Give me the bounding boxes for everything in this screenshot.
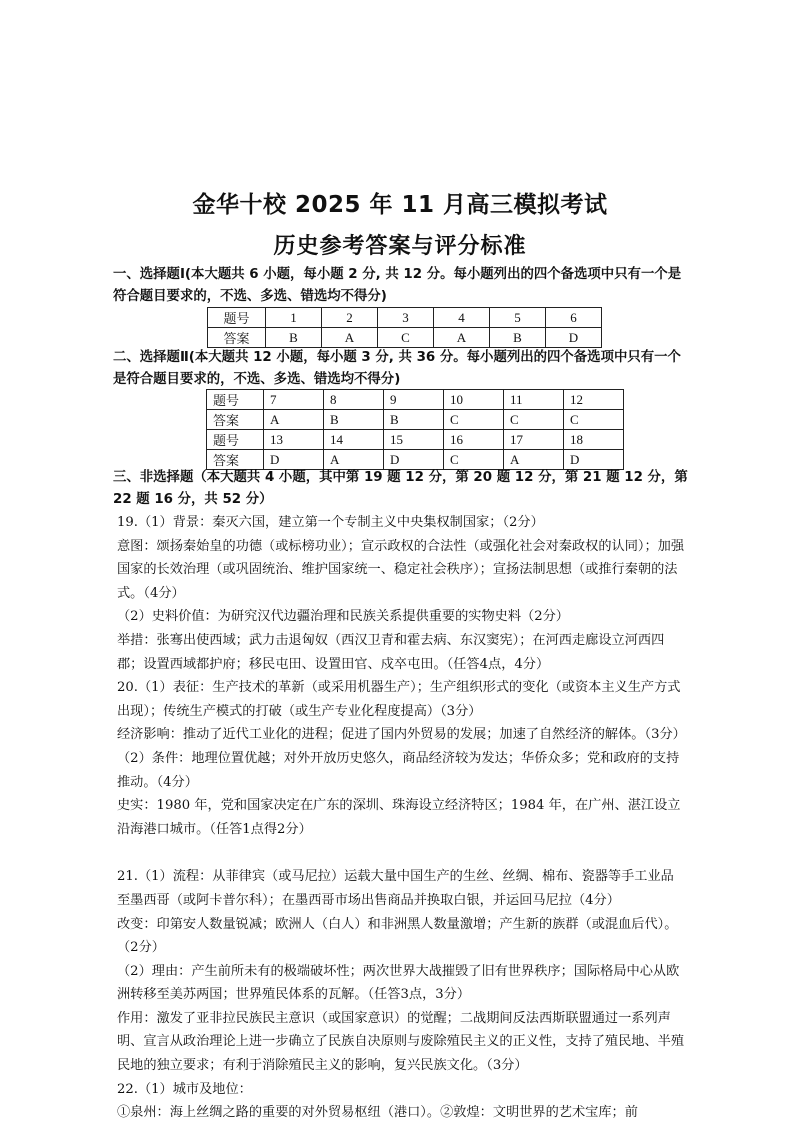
table-cell: 11: [504, 390, 564, 410]
answer-paragraph: 史实：1980 年，党和国家决定在广东的深圳、珠海设立经济特区；1984 年，在广州、湛江设立沿海港口城市。（任答1点得2分）: [117, 798, 681, 837]
table-cell: A: [504, 450, 564, 470]
answer-paragraph: （2）史料价值：为研究汉代边疆治理和民族关系提供重要的实物史料（2分）: [117, 609, 569, 625]
answer-paragraph: 举措：张骞出使西域；武力击退匈奴（西汉卫青和霍去病、东汉窦宪）；在河西走廊设立河西四郡；设置西域都护府；移民屯田、设置田官、戍卒屯田。（任答4点，4分）: [117, 632, 665, 672]
paragraph-gap: [117, 841, 685, 865]
table-cell: 3: [378, 308, 434, 328]
answer-paragraph: （2）条件：地理位置优越；对外开放历史悠久，商品经济较为发达；华侨众多；党和政府的支持推动。（4分）: [117, 750, 680, 790]
table-cell: D: [384, 450, 444, 470]
table-row: [208, 308, 602, 328]
answer-paragraph: （2）理由：产生前所未有的极端破坏性；两次世界大战摧毁了旧有世界秩序；国际格局中心从欧洲转移至美苏两国；世界殖民体系的瓦解。（任答3点，3分）: [117, 963, 680, 1003]
table-cell: 答案: [208, 328, 266, 348]
table-cell: 5: [490, 308, 546, 328]
table-cell: 6: [546, 308, 602, 328]
table-cell: 4: [434, 308, 490, 328]
section1-heading: 一、选择题Ⅰ(本大题共 6 小题，每小题 2 分, 共 12 分。每小题列出的四个备选项中只有一个是符合题目要求的，不选、多选、错选均不得分): [113, 267, 682, 304]
table-cell: 10: [444, 390, 504, 410]
table-cell: B: [324, 410, 384, 430]
section3-heading: 三、非选择题（本大题共 4 小题，其中第 19 题 12 分，第 20 题 12 分，第 21 题 12 分，第 22 题 16 分，共 52 分）: [113, 470, 688, 507]
table-cell: 2: [322, 308, 378, 328]
section2-heading: 二、选择题Ⅱ(本大题共 12 小题，每小题 3 分, 共 36 分。每小题列出的四个备选项中只有一个是符合题目要求的，不选、多选、错选均不得分): [113, 350, 681, 387]
answer-paragraph: 作用：激发了亚非拉民族民主意识（或国家意识）的觉醒；二战期间反法西斯联盟通过一系列声明、宣言从政治理论上进一步确立了民族自决原则与废除殖民主义的正义性，支持了殖民地、半殖民地的独立要求；有利于消除殖民主义的影响，复兴民族文化。（3分）: [117, 1010, 685, 1074]
exam-title: 金华十校 2025 年 11 月高三模拟考试: [192, 192, 608, 218]
exam-subtitle: 历史参考答案与评分标准: [273, 234, 527, 259]
table-cell: 7: [264, 390, 324, 410]
table-cell: 答案: [207, 410, 264, 430]
table-cell: A: [322, 328, 378, 348]
table-cell: D: [564, 450, 624, 470]
table-cell: 8: [324, 390, 384, 410]
table-cell: 1: [266, 308, 322, 328]
table-cell: C: [444, 410, 504, 430]
table-cell: 14: [324, 430, 384, 450]
table-cell: 16: [444, 430, 504, 450]
table-cell: C: [378, 328, 434, 348]
table-cell: 9: [384, 390, 444, 410]
table-cell: C: [564, 410, 624, 430]
table-cell: A: [324, 450, 384, 470]
table-cell: 题号: [208, 308, 266, 328]
table-cell: B: [384, 410, 444, 430]
answer-body: [117, 511, 685, 1125]
table-row: [207, 410, 624, 430]
table-cell: 17: [504, 430, 564, 450]
table-row: [207, 390, 624, 410]
table-cell: C: [504, 410, 564, 430]
table-cell: A: [434, 328, 490, 348]
table-cell: 答案: [207, 450, 264, 470]
answer-paragraph: 20.（1）表征：生产技术的革新（或采用机器生产）；生产组织形式的变化（或资本主义生产方式出现）；传统生产模式的打破（或生产专业化程度提高）（3分）: [117, 680, 681, 719]
table-cell: 题号: [207, 390, 264, 410]
table-cell: 18: [564, 430, 624, 450]
answer-paragraph: ①泉州：海上丝绸之路的重要的对外贸易枢纽（港口）。②敦煌：文明世界的艺术宝库；前: [117, 1105, 638, 1121]
section1-answer-table: [207, 307, 602, 348]
table-cell: C: [444, 450, 504, 470]
answer-paragraph: 改变：印第安人数量锐减；欧洲人（白人）和非洲黑人数量激增；产生新的族群（或混血后代）。（2分）: [117, 916, 678, 956]
table-cell: D: [264, 450, 324, 470]
table-cell: B: [266, 328, 322, 348]
table-cell: 15: [384, 430, 444, 450]
table-cell: 12: [564, 390, 624, 410]
table-cell: A: [264, 410, 324, 430]
table-cell: 13: [264, 430, 324, 450]
table-row: [208, 328, 602, 348]
answer-paragraph: 21.（1）流程：从菲律宾（或马尼拉）运载大量中国生产的生丝、丝绸、棉布、瓷器等手工业品至墨西哥（或阿卡普尔科）；在墨西哥市场出售商品并换取白银，并运回马尼拉（4分）: [117, 869, 674, 908]
table-cell: D: [546, 328, 602, 348]
table-cell: 题号: [207, 430, 264, 450]
section2-answer-table: [206, 389, 624, 470]
answer-paragraph: 意图：颂扬秦始皇的功德（或标榜功业）；宣示政权的合法性（或强化社会对秦政权的认同）；加强国家的长效治理（或巩固统治、维护国家统一、稳定社会秩序）；宣扬法制思想（或推行秦朝的法式。（4分）: [117, 538, 685, 601]
table-cell: B: [490, 328, 546, 348]
table-row: [207, 430, 624, 450]
answer-paragraph: 经济影响：推动了近代工业化的进程；促进了国内外贸易的发展；加速了自然经济的解体。（3分）: [117, 727, 686, 743]
answer-paragraph: 22.（1）城市及地位：: [117, 1081, 252, 1097]
answer-paragraph: 19.（1）背景：秦灭六国，建立第一个专制主义中央集权制国家；（2分）: [117, 515, 544, 530]
